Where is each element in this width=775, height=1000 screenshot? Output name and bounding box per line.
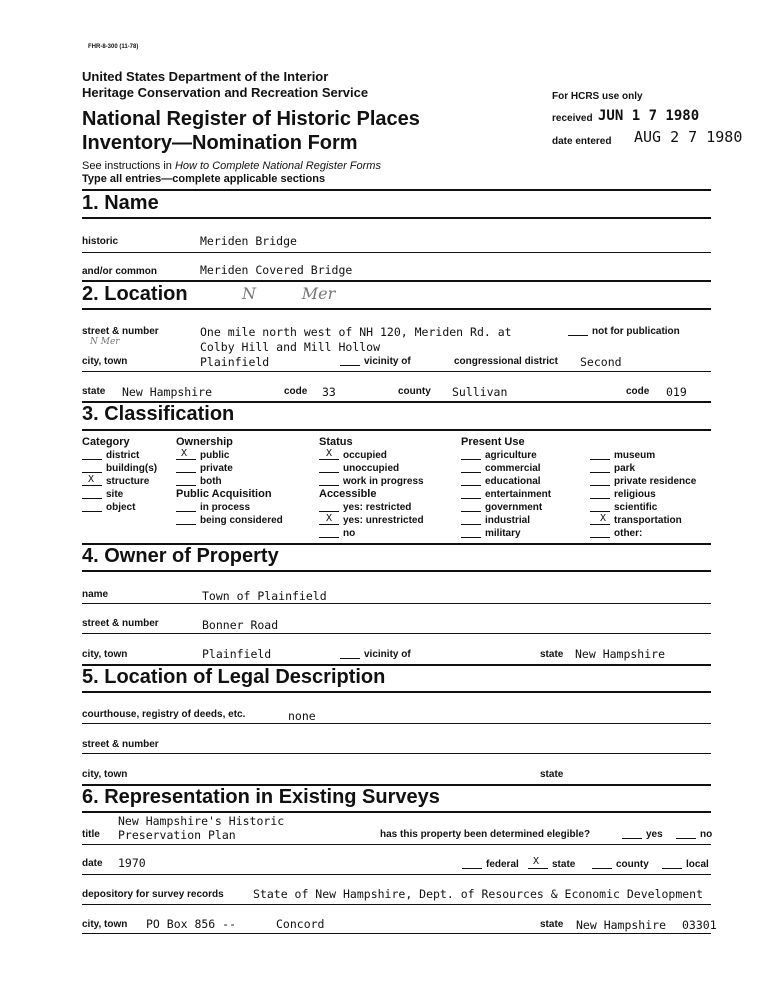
congressional-district-value: Second <box>580 355 622 369</box>
level-local: local <box>686 859 709 870</box>
section-3-heading: 3. Classification <box>82 403 235 425</box>
survey-date-label: date <box>82 858 103 869</box>
category-heading: Category <box>82 436 130 448</box>
owner-name-value: Town of Plainfield <box>202 589 327 603</box>
checkbox-line <box>590 524 610 525</box>
blank-line <box>340 658 360 659</box>
option-museum: museum <box>614 450 656 461</box>
blank-line <box>622 838 642 839</box>
x-mark: X <box>88 474 95 485</box>
rule <box>82 753 711 754</box>
checkbox-line <box>461 524 481 525</box>
section-1-heading: 1. Name <box>82 192 159 214</box>
option-occupied: occupied <box>343 450 387 461</box>
survey-title-value-1: New Hampshire's Historic <box>118 814 285 828</box>
option-both: both <box>200 476 222 487</box>
option-object: object <box>106 502 136 513</box>
rule <box>82 691 711 693</box>
blank-line <box>528 868 548 869</box>
option-structure: structure <box>106 476 150 487</box>
checkbox-line <box>461 459 481 460</box>
accessible-heading: Accessible <box>319 488 377 500</box>
depository-value: State of New Hampshire, Dept. of Resources & Economic Development <box>253 887 704 901</box>
checkbox-line <box>319 485 339 486</box>
section-5-heading: 5. Location of Legal Description <box>82 666 386 688</box>
option-public: public <box>200 450 230 461</box>
code2-value: 019 <box>666 385 687 399</box>
historic-value: Meriden Bridge <box>200 234 297 248</box>
checkbox-line <box>82 459 102 460</box>
rule <box>82 252 711 253</box>
rule <box>82 811 711 813</box>
option-site: site <box>106 489 124 500</box>
checkbox-line <box>176 511 196 512</box>
checkbox-line <box>319 511 339 512</box>
option-scientific: scientific <box>614 502 658 513</box>
option-military: military <box>485 528 521 539</box>
eligible-no: no <box>700 829 713 840</box>
x-mark: X <box>181 448 188 459</box>
county-label: county <box>398 386 431 397</box>
checkbox-line <box>176 524 196 525</box>
rule <box>82 933 711 934</box>
checkbox-line <box>461 498 481 499</box>
depository-label: depository for survey records <box>82 889 224 900</box>
option-educational: educational <box>485 476 541 487</box>
service-name: Heritage Conservation and Recreation Service <box>82 85 369 100</box>
city-label: city, town <box>82 356 128 367</box>
vicinity-label: vicinity of <box>364 356 411 367</box>
x-mark: X <box>326 513 333 524</box>
courthouse-value: none <box>288 709 316 723</box>
option-other: other: <box>614 528 643 539</box>
street-label: street & number <box>82 326 159 337</box>
rule <box>82 429 711 431</box>
checkbox-line <box>461 472 481 473</box>
legal-street-label: street & number <box>82 739 159 750</box>
rule <box>82 371 711 372</box>
owner-name-label: name <box>82 589 109 600</box>
congressional-district-label: congressional district <box>454 356 558 367</box>
blank-line <box>340 365 360 366</box>
checkbox-line <box>176 459 196 460</box>
option-religious: religious <box>614 489 656 500</box>
owner-state-label: state <box>540 649 564 660</box>
checkbox-line <box>590 537 610 538</box>
option-work-in-progress: work in progress <box>343 476 424 487</box>
option-in-process: in process <box>200 502 251 513</box>
rule <box>82 570 711 572</box>
rule <box>82 280 711 282</box>
rule <box>82 874 711 875</box>
instructions-italic: How to Complete National Register Forms <box>174 160 381 172</box>
survey-city-value2: Concord <box>276 917 325 931</box>
not-for-publication: not for publication <box>592 326 680 337</box>
survey-city-label: city, town <box>82 919 128 930</box>
checkbox-line <box>461 537 481 538</box>
state-value: New Hampshire <box>122 385 213 399</box>
option-unoccupied: unoccupied <box>343 463 400 474</box>
blank-line <box>662 868 682 869</box>
hcrs-label: For HCRS use only <box>552 91 643 102</box>
code-value: 33 <box>322 385 336 399</box>
rule <box>82 723 711 724</box>
survey-title-value-2: Preservation Plan <box>118 828 236 842</box>
checkbox-line <box>590 472 610 473</box>
form-title-line2: Inventory—Nomination Form <box>82 132 358 154</box>
option-yes-restricted: yes: restricted <box>343 502 412 513</box>
checkbox-line <box>461 511 481 512</box>
courthouse-label: courthouse, registry of deeds, etc. <box>82 709 246 720</box>
blank-line <box>568 335 588 336</box>
section-6-heading: 6. Representation in Existing Surveys <box>82 786 440 808</box>
checkbox-line <box>176 485 196 486</box>
option-district: district <box>106 450 140 461</box>
street-value-2: Colby Hill and Mill Hollow <box>200 340 381 354</box>
owner-state-value: New Hampshire <box>575 647 666 661</box>
checkbox-line <box>82 485 102 486</box>
handwritten-note: N Mer <box>242 284 336 303</box>
owner-city-value: Plainfield <box>202 647 272 661</box>
county-value: Sullivan <box>452 385 508 399</box>
checkbox-line <box>461 485 481 486</box>
option-private: private <box>200 463 233 474</box>
department-name: United States Department of the Interior <box>82 69 329 84</box>
historic-label: historic <box>82 236 119 247</box>
checkbox-line <box>82 511 102 512</box>
option-no: no <box>343 528 356 539</box>
blank-line <box>592 868 612 869</box>
option-park: park <box>614 463 636 474</box>
checkbox-line <box>82 498 102 499</box>
legal-state-label: state <box>540 769 564 780</box>
survey-zip-value: 03301 <box>682 918 717 932</box>
survey-city-value: PO Box 856 -- <box>146 917 237 931</box>
checkbox-line <box>319 472 339 473</box>
received-label: received <box>552 113 593 124</box>
option-buildings: building(s) <box>106 463 158 474</box>
survey-title-label: title <box>82 829 100 840</box>
city-value: Plainfield <box>200 355 270 369</box>
checkbox-line <box>590 459 610 460</box>
checkbox-line <box>82 472 102 473</box>
instructions-prefix: See instructions in <box>82 160 175 172</box>
survey-state-label: state <box>540 919 564 930</box>
eligibility-question: has this property been determined elegible? <box>380 829 591 840</box>
option-entertainment: entertainment <box>485 489 552 500</box>
state-label: state <box>82 386 106 397</box>
eligible-yes: yes <box>646 829 663 840</box>
option-industrial: industrial <box>485 515 531 526</box>
legal-city-label: city, town <box>82 769 128 780</box>
rule <box>82 844 711 845</box>
rule <box>82 904 711 905</box>
status-heading: Status <box>319 436 353 448</box>
ownership-heading: Ownership <box>176 436 233 448</box>
blank-line <box>462 868 482 869</box>
checkbox-line <box>590 498 610 499</box>
rule <box>82 189 711 191</box>
x-mark: X <box>600 513 607 524</box>
entered-stamp: AUG 2 7 1980 <box>634 128 743 146</box>
rule <box>82 308 711 310</box>
received-stamp: JUN 1 7 1980 <box>598 108 700 124</box>
rule <box>82 217 711 219</box>
owner-vicinity-label: vicinity of <box>364 649 411 660</box>
level-state: state <box>552 859 576 870</box>
option-agriculture: agriculture <box>485 450 537 461</box>
rule <box>82 603 711 604</box>
checkbox-line <box>176 472 196 473</box>
form-id: FHR-8-300 (11-78) <box>88 44 139 50</box>
x-mark: X <box>533 856 540 867</box>
rule <box>82 633 711 634</box>
present-use-heading: Present Use <box>461 436 525 448</box>
instructions-line2: Type all entries—complete applicable sections <box>82 173 326 185</box>
code-label: code <box>284 386 308 397</box>
common-label: and/or common <box>82 266 158 277</box>
owner-city-label: city, town <box>82 649 128 660</box>
street-value-1: One mile north west of NH 120, Meriden Rd. at <box>200 325 512 339</box>
checkbox-line <box>590 511 610 512</box>
option-private-residence: private residence <box>614 476 697 487</box>
owner-street-value: Bonner Road <box>202 618 279 632</box>
code2-label: code <box>626 386 650 397</box>
form-title-line1: National Register of Historic Places <box>82 108 420 130</box>
owner-street-label: street & number <box>82 618 159 629</box>
checkbox-line <box>319 537 339 538</box>
section-4-heading: 4. Owner of Property <box>82 545 279 567</box>
checkbox-line <box>319 524 339 525</box>
option-government: government <box>485 502 543 513</box>
x-mark: X <box>326 448 333 459</box>
option-transportation: transportation <box>614 515 682 526</box>
public-acquisition-heading: Public Acquisition <box>176 488 272 500</box>
checkbox-line <box>319 459 339 460</box>
section-2-heading: 2. Location <box>82 283 188 305</box>
blank-line <box>676 838 696 839</box>
option-being-considered: being considered <box>200 515 283 526</box>
instructions <box>82 160 381 172</box>
common-value: Meriden Covered Bridge <box>200 263 353 277</box>
option-yes-unrestricted: yes: unrestricted <box>343 515 424 526</box>
checkbox-line <box>590 485 610 486</box>
handwritten-note: N Mer <box>90 337 120 347</box>
level-county: county <box>616 859 649 870</box>
level-federal: federal <box>486 859 519 870</box>
date-entered-label: date entered <box>552 136 612 147</box>
survey-date-value: 1970 <box>118 856 146 870</box>
survey-state-value: New Hampshire <box>576 918 667 932</box>
option-commercial: commercial <box>485 463 541 474</box>
